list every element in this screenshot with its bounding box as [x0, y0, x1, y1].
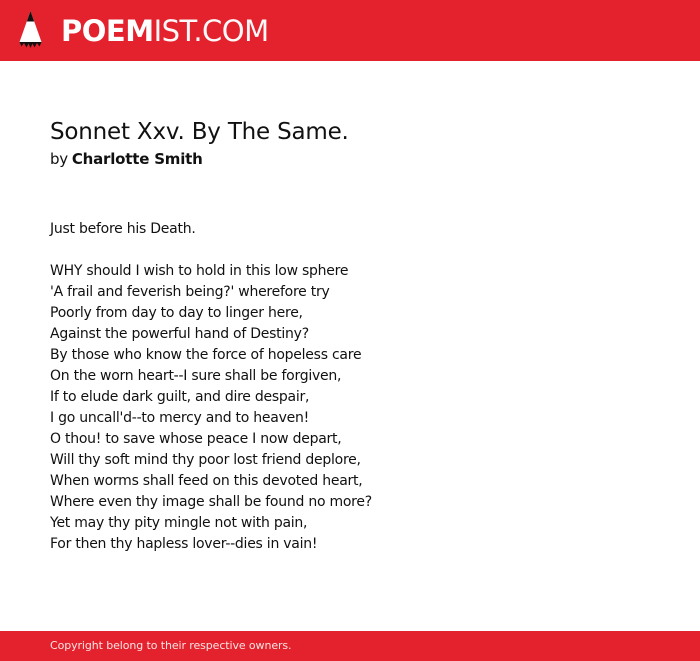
poem-line: I go uncall'd--to mercy and to heaven!	[50, 410, 310, 426]
poem-body	[50, 219, 610, 555]
poem-line: Yet may thy pity mingle not with pain,	[50, 515, 308, 531]
poem-line: Poorly from day to day to linger here,	[50, 305, 303, 321]
poem-line: On the worn heart--I sure shall be forgiven,	[50, 368, 342, 384]
pencil-tip-icon	[18, 10, 43, 52]
poem-line: Where even thy image shall be found no more?	[50, 494, 372, 510]
poem-line: WHY should I wish to hold in this low sphere	[50, 263, 349, 279]
poem-line: 'A frail and feverish being?' wherefore try	[50, 284, 330, 300]
poem-line: By those who know the force of hopeless care	[50, 347, 362, 363]
site-footer	[0, 631, 700, 661]
site-header	[0, 0, 700, 61]
poem-line: O thou! to save whose peace I now depart,	[50, 431, 342, 447]
poem-epigraph: Just before his Death.	[50, 221, 196, 237]
poem-line: Against the powerful hand of Destiny?	[50, 326, 309, 342]
poem-byline	[50, 149, 203, 169]
site-logo-link[interactable]	[18, 10, 269, 52]
site-logo-text	[61, 10, 269, 52]
poem-author: Charlotte Smith	[71, 150, 203, 168]
poem-title: Sonnet Xxv. By The Same.	[50, 119, 349, 145]
poem-line: When worms shall feed on this devoted heart,	[50, 473, 363, 489]
logo-bold-part: POEM	[61, 14, 154, 48]
poem-line: If to elude dark guilt, and dire despair,	[50, 389, 310, 405]
logo-light-part: IST.COM	[153, 14, 269, 48]
poem-line: For then thy hapless lover--dies in vain!	[50, 536, 318, 552]
copyright-text: Copyright belong to their respective owners.	[50, 639, 292, 652]
poem-line: Will thy soft mind thy poor lost friend deplore,	[50, 452, 361, 468]
byline-prefix: by	[50, 150, 68, 168]
